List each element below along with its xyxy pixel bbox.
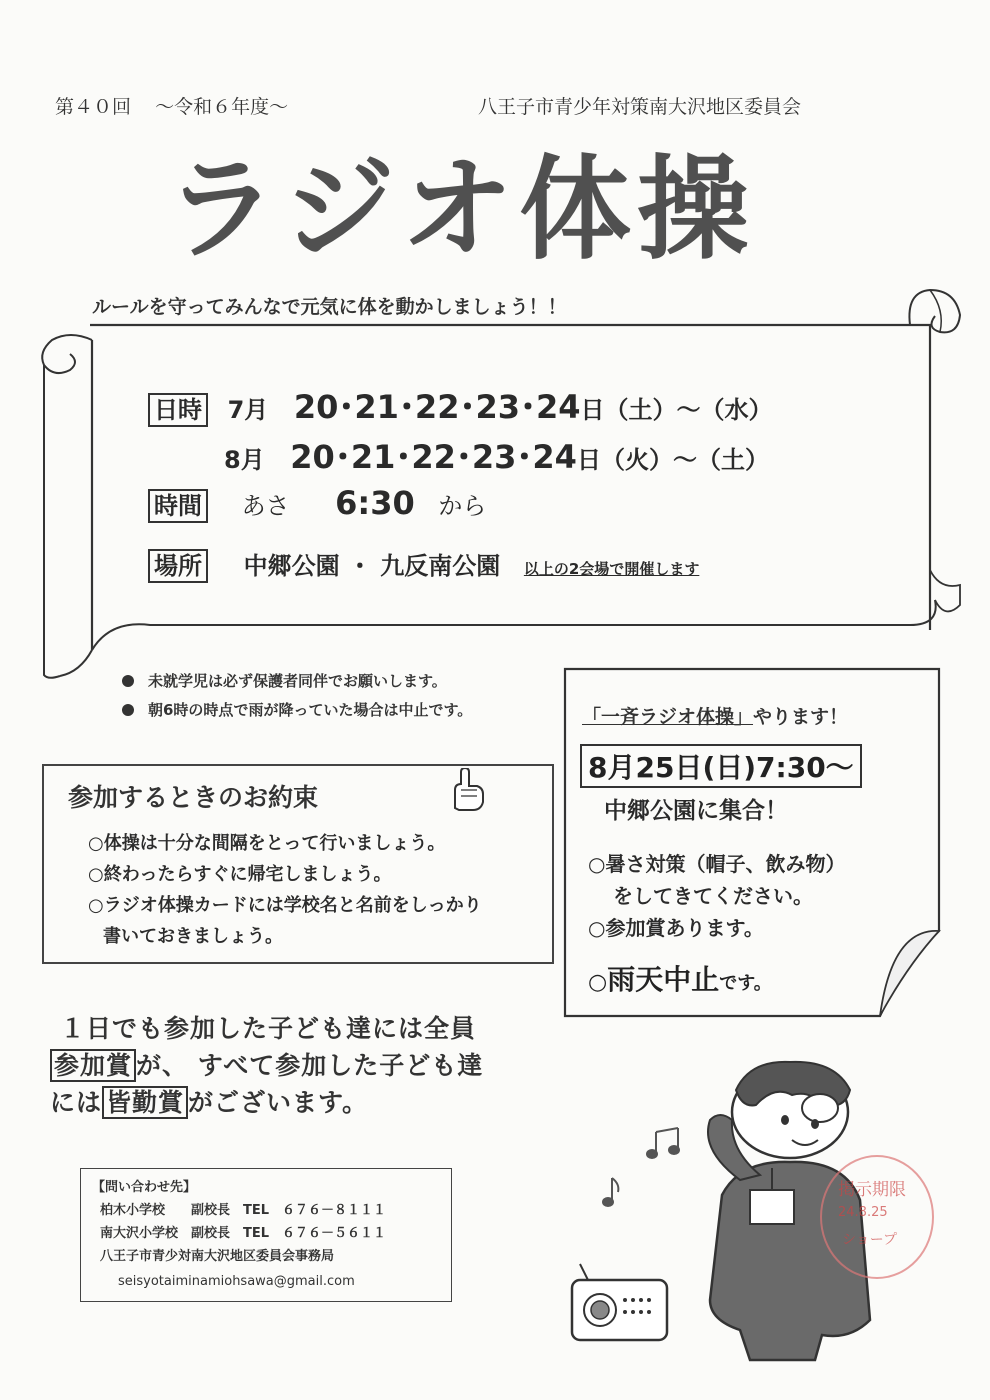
approval-stamp: [820, 1155, 934, 1279]
july-month: 7月: [227, 396, 269, 424]
award-line-2: [50, 1047, 483, 1084]
time-tag: 時間: [148, 489, 208, 523]
stamp-line-3: ショープ: [842, 1232, 898, 1248]
page-title: ラジオ体操: [165, 145, 755, 275]
special-heading: [582, 702, 848, 729]
note-item: 朝6時の時点で雨が降っていた場合は中止です。: [122, 699, 472, 720]
rain-cancel: [588, 958, 772, 998]
edition-label: [55, 92, 288, 119]
organizer: 八王子市青少年対策南大沢地区委員会: [478, 96, 802, 118]
music-note-icon: [603, 1128, 679, 1206]
special-item: をしてきてください。: [613, 884, 813, 908]
pointing-hand-icon: [447, 768, 487, 812]
august-suffix: 日（火）～（土）: [576, 446, 769, 474]
august-days: 20･21･22･23･24: [290, 438, 577, 476]
bullet-icon: [122, 704, 134, 716]
contact-heading: 【問い合わせ先】: [92, 1180, 197, 1195]
edition-number: 第４０回: [55, 96, 132, 118]
place-row: [148, 546, 699, 583]
rule-item: ○ラジオ体操カードには学校名と名前をしっかり: [88, 895, 482, 916]
subtitle: ルールを守ってみんなで元気に体を動かしましょう！！: [92, 296, 567, 318]
special-heading-suffix: やります！: [753, 706, 849, 728]
award-line-2-rest: が、 すべて参加した子ども達: [136, 1051, 484, 1080]
july-suffix: 日（土）～（水）: [580, 396, 773, 424]
stamp-line-2: 24.8.25: [838, 1205, 888, 1220]
fiscal-year: ～令和６年度～: [155, 96, 289, 118]
july-days: 20･21･22･23･24: [293, 388, 581, 426]
contact-row: 柏木小学校 副校長 TEL ６７６－８１１１: [100, 1203, 387, 1218]
rule-item: ○終わったらすぐに帰宅しましょう。: [88, 864, 392, 885]
participation-award: 参加賞: [50, 1049, 136, 1082]
date-tag: 日時: [148, 393, 208, 427]
award-line-3: [50, 1084, 368, 1121]
special-heading-title: 「一斉ラジオ体操」: [582, 706, 754, 728]
rule-item: 書いておきましょう。: [103, 926, 283, 947]
time-row: [148, 484, 486, 523]
time-prefix: あさ: [241, 492, 290, 520]
award-line-3-prefix: には: [50, 1088, 103, 1117]
contact-row: 八王子市青少対南大沢地区委員会事務局: [100, 1249, 335, 1264]
contact-row: 南大沢小学校 副校長 TEL ６７６－５６１１: [100, 1226, 387, 1241]
rule-item: ○体操は十分な間隔をとって行いましょう。: [88, 833, 446, 854]
rain-suffix: です。: [719, 973, 772, 994]
award-line-3-rest: がございます。: [188, 1088, 369, 1117]
place-names: 中郷公園 ・ 九反南公園: [243, 552, 501, 580]
special-item: ○暑さ対策（帽子、飲み物）: [588, 852, 846, 876]
rain-text: 雨天中止: [607, 963, 720, 996]
place-note: 以上の2会場で開催します: [523, 560, 700, 578]
note-item: 未就学児は必ず保護者同伴でお願いします。: [122, 670, 447, 691]
special-datetime: 8月25日(日)7:30～: [580, 744, 862, 788]
july-row: [148, 382, 773, 428]
perfect-attendance-award: 皆勤賞: [102, 1086, 188, 1119]
august-row: [224, 432, 769, 478]
scroll-frame: [30, 280, 975, 680]
contact-email: seisyotaiminamiohsawa@gmail.com: [118, 1274, 355, 1289]
stamp-line-1: 掲示期限: [838, 1180, 906, 1200]
place-tag: 場所: [148, 549, 208, 583]
award-line-1: １日でも参加した子ども達には全員: [60, 1014, 477, 1043]
bullet-icon: [122, 675, 134, 687]
rain-prefix: ○: [588, 970, 608, 995]
special-meeting: 中郷公園に集合！: [604, 798, 788, 824]
august-month: 8月: [224, 446, 265, 474]
time-suffix: から: [438, 492, 487, 520]
rules-heading: 参加するときのお約束: [68, 783, 319, 812]
time-value: 6:30: [335, 484, 415, 522]
special-item: ○参加賞あります。: [588, 916, 764, 940]
